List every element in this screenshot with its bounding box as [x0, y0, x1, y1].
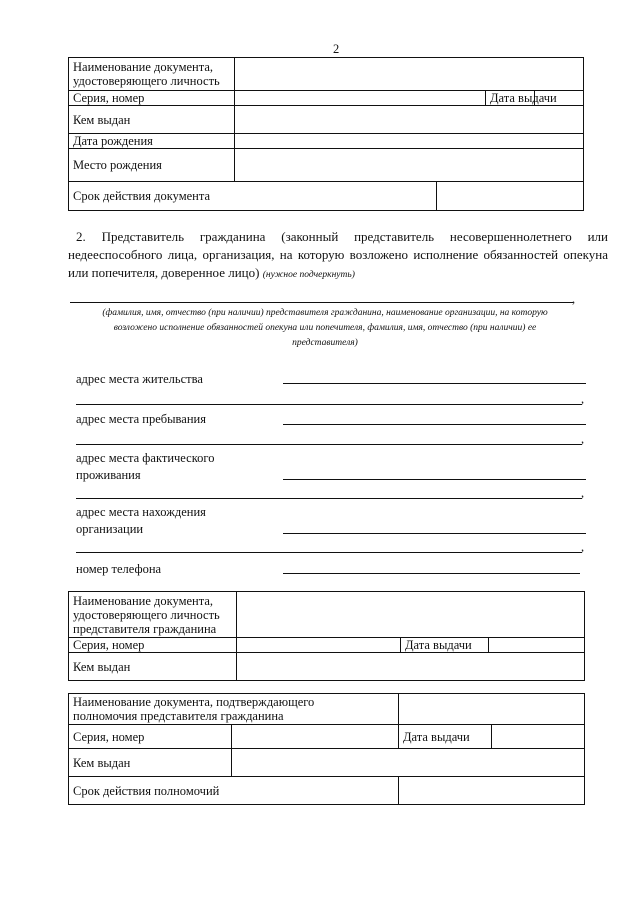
fio-line[interactable] — [70, 302, 573, 303]
rep-doc-name-label: Наименование документа, удостоверяющего личность представителя гражданина — [69, 592, 237, 638]
rep-series-number-label: Серия, номер — [69, 638, 237, 653]
fio-comma: , — [572, 292, 576, 306]
section-number: 2. — [76, 229, 86, 244]
auth-issued-by-field[interactable] — [232, 749, 585, 777]
rep-issued-by-label: Кем выдан — [69, 653, 237, 681]
rep-series-number-field[interactable] — [237, 638, 401, 653]
birth-date-field[interactable] — [235, 134, 584, 149]
rep-doc-name-field[interactable] — [237, 592, 585, 638]
rep-issue-date-field[interactable] — [489, 638, 585, 653]
residence-comma: , — [581, 392, 585, 406]
auth-validity-label: Срок действия полномочий — [69, 777, 399, 805]
residence-line-1[interactable] — [283, 383, 586, 384]
auth-doc-name-field[interactable] — [399, 694, 585, 725]
residence-label: адрес места жительства — [76, 372, 203, 386]
representative-text-line3: или попечителя, доверенное лицо) — [68, 265, 260, 280]
actual-residence-comma: , — [581, 486, 585, 500]
page-number: 2 — [333, 42, 340, 56]
stay-line-1[interactable] — [283, 424, 586, 425]
underline-note: (нужное подчеркнуть) — [262, 270, 355, 280]
identity-document-table — [68, 57, 584, 211]
issued-by-label: Кем выдан — [69, 106, 235, 134]
rep-issue-date-label: Дата выдачи — [401, 638, 489, 653]
representative-identity-table — [68, 591, 585, 681]
rep-issued-by-field[interactable] — [237, 653, 585, 681]
fio-hint: (фамилия, имя, отчество (при наличии) представителя гражданина, наименование организации, на которую возложено исполнение обязанностей опекуна или попечителя, фамилия, имя, отчество (при наличии) ее представителя) — [102, 308, 548, 348]
org-address-comma: , — [581, 540, 585, 554]
issue-date-label: Дата выдачи — [486, 91, 535, 106]
org-address-line-2[interactable] — [76, 552, 582, 553]
org-address-label: адрес места нахождения организации — [76, 505, 206, 536]
residence-line-2[interactable] — [76, 404, 582, 405]
phone-line[interactable] — [283, 573, 580, 574]
birth-place-field[interactable] — [235, 149, 584, 182]
auth-doc-name-label: Наименование документа, подтверждающего полномочия представителя гражданина — [69, 694, 399, 725]
auth-issue-date-label: Дата выдачи — [399, 725, 492, 749]
stay-label: адрес места пребывания — [76, 412, 206, 426]
auth-series-number-label: Серия, номер — [69, 725, 232, 749]
validity-field[interactable] — [437, 182, 584, 211]
series-number-label: Серия, номер — [69, 91, 235, 106]
validity-label: Срок действия документа — [69, 182, 437, 211]
actual-residence-line-1[interactable] — [283, 479, 586, 480]
auth-issued-by-label: Кем выдан — [69, 749, 232, 777]
authority-document-table — [68, 693, 585, 805]
stay-comma: , — [581, 432, 585, 446]
series-number-field[interactable] — [235, 91, 486, 106]
doc-name-label: Наименование документа, удостоверяющего личность — [69, 58, 235, 91]
issued-by-field[interactable] — [235, 106, 584, 134]
birth-date-label: Дата рождения — [69, 134, 235, 149]
actual-residence-line-2[interactable] — [76, 498, 582, 499]
representative-paragraph — [68, 228, 608, 283]
auth-validity-field[interactable] — [399, 777, 585, 805]
representative-text-line1: Представитель гражданина (законный представитель несовершеннолетнего или — [101, 229, 609, 244]
org-address-line-1[interactable] — [283, 533, 586, 534]
representative-text-line2: недееспособного лица, организация, на которую возложено исполнение обязанностей опекуна — [68, 247, 608, 262]
birth-place-label: Место рождения — [69, 149, 235, 182]
auth-series-number-field[interactable] — [232, 725, 399, 749]
doc-name-field[interactable] — [235, 58, 584, 91]
actual-residence-label: адрес места фактического проживания — [76, 451, 215, 482]
phone-label: номер телефона — [76, 562, 162, 576]
auth-issue-date-field[interactable] — [492, 725, 585, 749]
stay-line-2[interactable] — [76, 444, 582, 445]
